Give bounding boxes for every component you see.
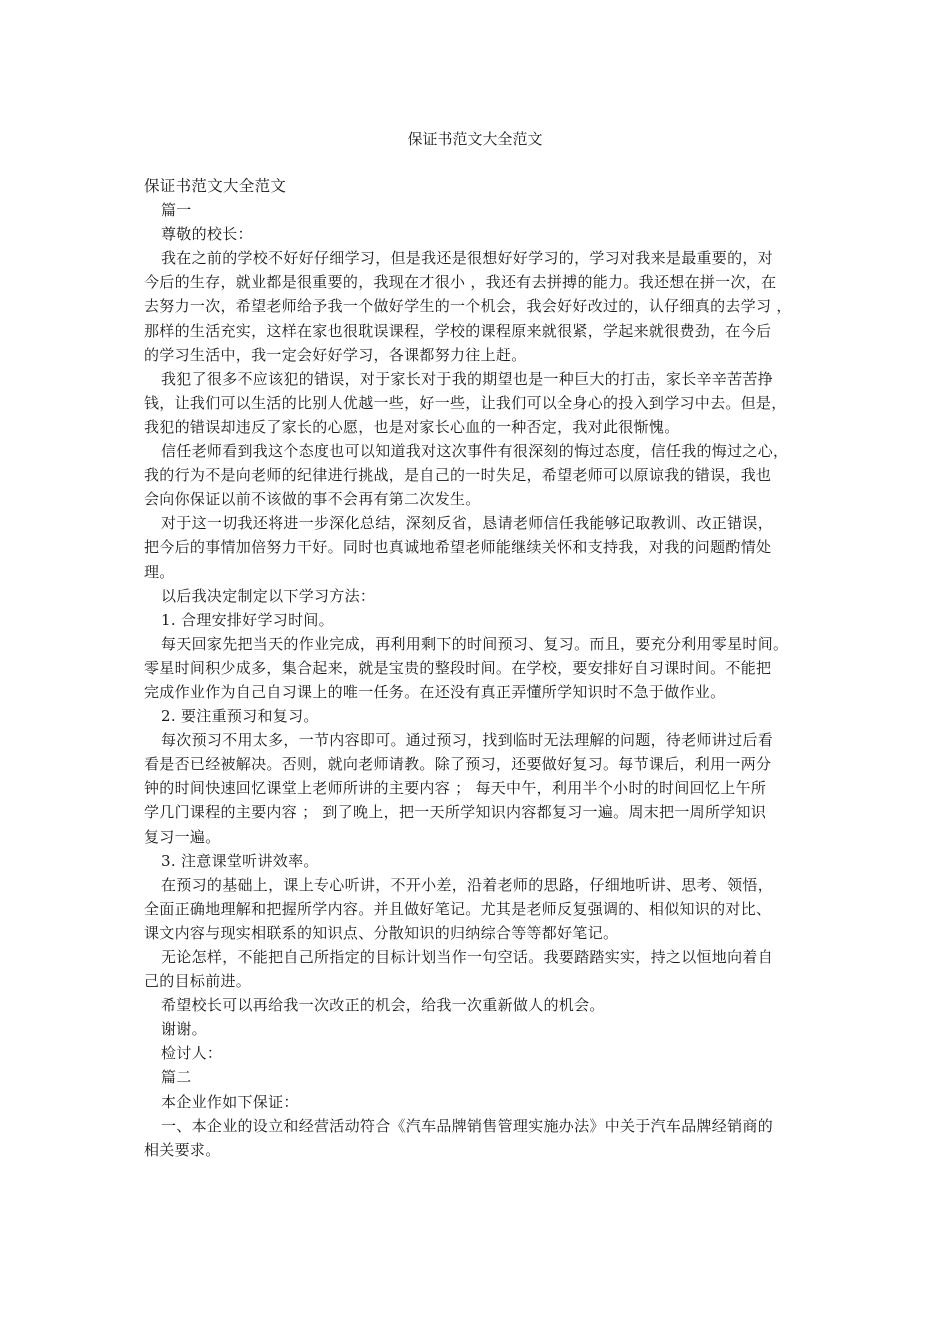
text-line: 己的目标前进。 <box>144 972 252 991</box>
text-line: 完成作业作为自己自习课上的唯一任务。在还没有真正弄懂所学知识时不急于做作业。 <box>144 682 726 701</box>
text-line: 的学习生活中，我一定会好好学习，各课都努力往上赶。 <box>144 345 527 364</box>
text-line: 钟的时间快速回忆课堂上老师所讲的主要内容 ； 每天中午，利用半个小时的时间回忆上午所 <box>144 779 767 798</box>
text-line: 那样的生活充实，这样在家也很耽误课程，学校的课程原来就很紧，学起来就很费劲，在今后 <box>144 321 772 340</box>
text-line: 一、本企业的设立和经营活动符合《汽车品牌销售管理实施办法》中关于汽车品牌经销商的 <box>161 1116 774 1135</box>
text-line: 对于这一切我还将进一步深化总结，深刻反省，恳请老师信任我能够记取教训、改正错误， <box>161 514 774 533</box>
text-line: 篇二 <box>161 1068 192 1087</box>
text-line: 本企业作如下保证： <box>161 1092 299 1111</box>
text-line: 每次预习不用太多，一节内容即可。通过预习，找到临时无法理解的问题，待老师讲过后看 <box>161 731 774 750</box>
text-line: 谢谢。 <box>161 1020 207 1039</box>
text-line: 相关要求。 <box>144 1140 221 1159</box>
text-line: 看是否已经被解决。否则，就向老师请教。除了预习，还要做好复习。每节课后，利用一两分 <box>144 755 772 774</box>
document-body <box>144 174 809 1162</box>
document-title: 保证书范文大全范文 <box>407 130 543 148</box>
text-line: 篇一 <box>161 201 192 220</box>
text-line: 课文内容与现实相联系的知识点、分散知识的归纳综合等等都好笔记。 <box>144 923 619 942</box>
text-line: 以后我决定制定以下学习方法： <box>161 586 376 605</box>
text-line: 理。 <box>144 562 175 581</box>
text-line: 希望校长可以再给我一次改正的机会，给我一次重新做人的机会。 <box>161 996 605 1015</box>
text-line: 3. 注意课堂听讲效率。 <box>161 851 319 870</box>
document-heading: 保证书范文大全范文 <box>144 177 287 195</box>
text-line: 1. 合理安排好学习时间。 <box>161 610 334 629</box>
text-line: 今后的生存，就业都是很重要的，我现在才很小 ，我还有去拼搏的能力。我还想在拼一次，在 <box>144 273 777 292</box>
text-line: 钱，让我们可以生活的比别人优越一些，好一些，让我们可以全身心的投入到学习中去。但是， <box>144 393 787 412</box>
text-line: 2. 要注重预习和复习。 <box>161 707 319 726</box>
text-line: 我的行为不是向老师的纪律进行挑战，是自己的一时失足，希望老师可以原谅我的错误，我也 <box>144 466 772 485</box>
text-line: 在预习的基础上，课上专心听讲，不开小差，沿着老师的思路，仔细地听讲、思考、领悟， <box>161 875 774 894</box>
text-line: 把今后的事情加倍努力干好。同时也真诚地希望老师能继续关怀和支持我，对我的问题酌情处 <box>144 538 772 557</box>
text-line: 全面正确地理解和把握所学内容。并且做好笔记。尤其是老师反复强调的、相似知识的对比、 <box>144 899 772 918</box>
text-line: 会向你保证以前不该做的事不会再有第二次发生。 <box>144 490 481 509</box>
text-line: 无论怎样，不能把自己所指定的目标计划当作一句空话。我要踏踏实实，持之以恒地向着自 <box>161 948 774 966</box>
text-line: 我在之前的学校不好好仔细学习，但是我还是很想好好学习的，学习对我来是最重要的，对 <box>161 249 774 268</box>
text-line: 我犯了很多不应该犯的错误，对于家长对于我的期望也是一种巨大的打击，家长辛辛苦苦挣 <box>161 369 774 388</box>
text-line: 信任老师看到我这个态度也可以知道我对这次事件有很深刻的悔过态度，信任我的悔过之心， <box>161 442 789 461</box>
text-line: 复习一遍。 <box>144 827 221 846</box>
text-line: 尊敬的校长： <box>161 225 253 244</box>
text-line: 去努力一次，希望老师给予我一个做好学生的一个机会，我会好好改过的，认仔细真的去学习 ， <box>144 297 792 316</box>
text-line: 学几门课程的主要内容 ； 到了晚上，把一天所学知识内容都复习一遍。周末把一周所学知识 <box>144 803 767 822</box>
text-line: 检讨人： <box>161 1044 223 1063</box>
text-line: 每天回家先把当天的作业完成，再利用剩下的时间预习、复习。而且，要充分利用零星时间。 <box>161 634 789 653</box>
text-line: 零星时间积少成多，集合起来，就是宝贵的整段时间。在学校，要安排好自习课时间。不能把 <box>144 658 772 677</box>
text-line: 我犯的错误却违反了家长的心愿，也是对家长心血的一种否定，我对此很惭愧。 <box>144 417 680 436</box>
